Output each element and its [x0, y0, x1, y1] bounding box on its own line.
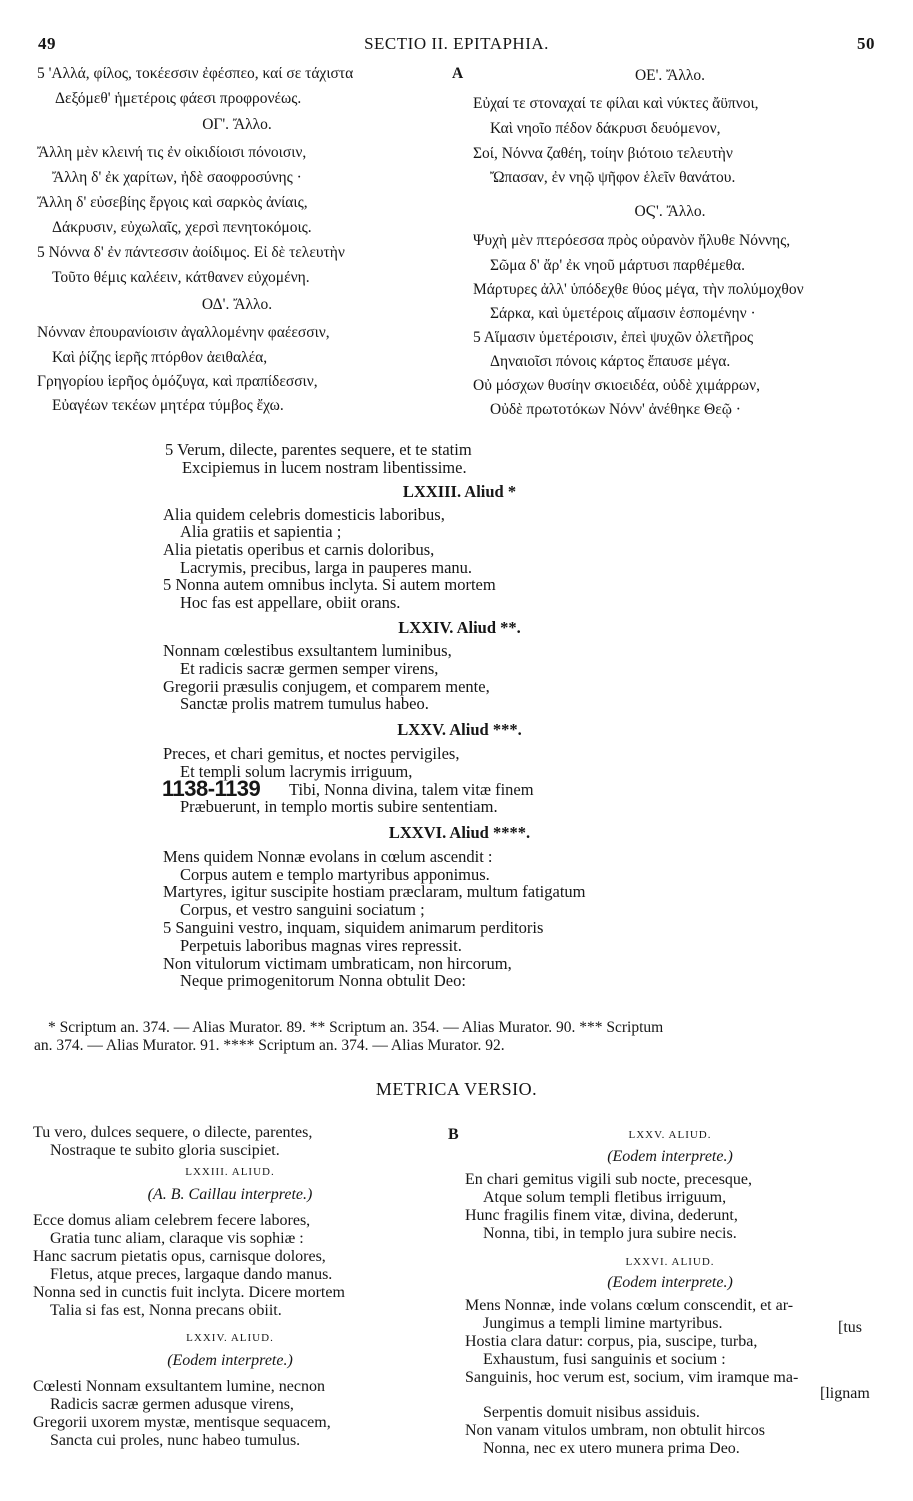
greek-right-line: Ὤπασαν, ἐν νηῷ ψῆφον ἑλεῖν θανάτου.: [490, 169, 736, 186]
latin-line: Nonnam cœlestibus exsultantem luminibus,: [163, 641, 452, 660]
metrica-right-line: Atque solum templi fletibus irriguum,: [483, 1189, 727, 1206]
metrica-right-line: Nonna, nec ex utero munera prima Deo.: [483, 1440, 740, 1457]
metrica-left-line: Ecce domus aliam celebrem fecere labores,: [33, 1212, 311, 1229]
metrica-right-line: Non vanam vitulos umbram, non obtulit hircos: [465, 1422, 765, 1439]
metrica-left-line: Gregorii uxorem mystæ, mentisque sequacem,: [33, 1414, 331, 1431]
metrica-left-line: Talia si fas est, Nonna precans obiit.: [50, 1302, 282, 1319]
metrica-left-line: Cœlesti Nonnam exsultantem lumine, necnon: [33, 1378, 325, 1395]
greek-heading: ΟΓ'. Ἄλλο.: [202, 116, 272, 133]
section-title: METRICA VERSIO.: [375, 1079, 538, 1099]
latin-heading: LXXIV. Aliud **.: [398, 618, 521, 637]
metrica-heading: LXXVI. ALIUD.: [625, 1256, 715, 1268]
metrica-right-line: Exhaustum, fusi sanguinis et socium :: [483, 1351, 726, 1368]
metrica-interpreter: (Eodem interprete.): [607, 1148, 733, 1165]
greek-left-line: 5 Νόννα δ' ἐν πάντεσσιν ἀοίδιμος. Εἰ δὲ τελευτὴν: [37, 244, 345, 261]
latin-line: Tibi, Nonna divina, talem vitæ finem: [289, 780, 534, 799]
latin-line: Non vitulorum victimam umbraticam, non hircorum,: [163, 954, 512, 973]
greek-right-line: Οὐδὲ πρωτοτόκων Νόνν' ἀνέθηκε Θεῷ ·: [490, 401, 741, 418]
metrica-left-line: Nonna sed in cunctis fuit inclyta. Dicere mortem: [33, 1284, 345, 1301]
latin-line: Excipiemus in lucem nostram libentissime.: [182, 458, 467, 477]
latin-line: Et radicis sacræ germen semper virens,: [180, 659, 439, 678]
greek-left-line: Ἄλλη δ' εὐσεβίης ἔργοις καὶ σαρκὸς ἀνίαις,: [37, 194, 308, 211]
latin-line: Alia gratiis et sapientia ;: [180, 522, 342, 541]
greek-right-line: Εὐχαί τε στοναχαί τε φίλαι καὶ νύκτες ἄϋπνοι,: [473, 95, 759, 112]
greek-right-line: Μάρτυρες ἀλλ' ὑπόδεχθε θύος μέγα, τὴν πολύμοχθον: [473, 281, 804, 298]
greek-right-line: 5 Αἵμασιν ὑμετέροισιν, ἐπεὶ ψυχῶν ὀλετῆρος: [473, 329, 754, 346]
greek-left-line: Νόνναν ἐπουρανίοισιν ἀγαλλομένην φαέεσσιν,: [37, 324, 330, 341]
metrica-right-overflow: [tus: [838, 1319, 862, 1336]
metrica-left-line: Tu vero, dulces sequere, o dilecte, parentes,: [33, 1124, 313, 1141]
metrica-right-line: Serpentis domuit nisibus assiduis.: [483, 1404, 700, 1421]
greek-right-line: Σοί, Νόννα ζαθέη, τοίην βιότοιο τελευτὴν: [473, 145, 733, 162]
latin-line: Sanctæ prolis matrem tumulus habeo.: [180, 694, 429, 713]
metrica-heading: LXXIV. ALIUD.: [186, 1332, 274, 1344]
greek-left-line: Ἄλλη δ' ἐκ χαρίτων, ἠδὲ σαοφροσύνης ·: [52, 169, 302, 186]
latin-line: Gregorii præsulis conjugem, et comparem mente,: [163, 677, 490, 696]
metrica-right-line: Sanguinis, hoc verum est, socium, vim iramque ma-: [465, 1369, 799, 1386]
latin-line: 5 Verum, dilecte, parentes sequere, et te statim: [165, 440, 472, 459]
latin-line: Martyres, igitur suscipite hostiam præclaram, multum fatigatum: [163, 882, 586, 901]
metrica-interpreter: (Eodem interprete.): [167, 1352, 293, 1369]
metrica-right-overflow: [lignam: [820, 1385, 870, 1402]
latin-heading: LXXVI. Aliud ****.: [388, 823, 531, 842]
latin-line: Hoc fas est appellare, obiit orans.: [180, 593, 401, 612]
metrica-interpreter: (Eodem interprete.): [607, 1274, 733, 1291]
footnote-line: an. 374. — Alias Murator. 91. **** Scriptum an. 374. — Alias Murator. 92.: [34, 1037, 505, 1054]
metrica-right-line: Mens Nonnæ, inde volans cœlum conscendit, et ar-: [465, 1297, 794, 1314]
latin-line: Corpus, et vestro sanguini sociatum ;: [180, 900, 425, 919]
metrica-right-line: Nonna, tibi, in templo jura subire necis.: [483, 1225, 737, 1242]
greek-heading: ΟΕ'. Ἄλλο.: [634, 67, 706, 84]
metrica-left-line: Sancta cui proles, nunc habeo tumulus.: [50, 1432, 301, 1449]
greek-right-line: Καὶ νηοῖο πέδον δάκρυσι δευόμενον,: [490, 120, 721, 137]
latin-line: 5 Sanguini vestro, inquam, siquidem animarum perditoris: [163, 918, 544, 937]
greek-right-line: Οὐ μόσχων θυσίην σκιοειδέα, οὐδὲ χιμάρρων,: [473, 377, 760, 394]
metrica-right-line: Hunc fragilis finem vitæ, divina, dederunt,: [465, 1207, 738, 1224]
metrica-left-line: Hanc sacrum pietatis opus, carnisque dolores,: [33, 1248, 326, 1265]
greek-right-line: Ψυχὴ μὲν πτερόεσσα πρὸς οὐρανὸν ἤλυθε Νόννης,: [473, 232, 791, 249]
metrica-heading: LXXV. ALIUD.: [628, 1129, 712, 1141]
greek-left-line: Ἄλλη μὲν κλεινή τις ἐν οἰκιδίοισι πόνοισιν,: [37, 144, 307, 161]
latin-line: Mens quidem Nonnæ evolans in cœlum ascendit :: [163, 847, 493, 866]
latin-line: Alia pietatis operibus et carnis doloribus,: [163, 540, 435, 559]
latin-line: Corpus autem e templo martyribus apponimus.: [180, 865, 490, 884]
metrica-left-line: Nostraque te subito gloria suscipiet.: [50, 1142, 280, 1159]
margin-marker-b: B: [448, 1126, 459, 1143]
page-number-right: 50: [857, 34, 875, 53]
latin-line: Et templi solum lacrymis irriguum,: [180, 762, 413, 781]
metrica-right-line: Hostia clara datur: corpus, pia, suscipe, turba,: [465, 1333, 758, 1350]
footnote-line: * Scriptum an. 374. — Alias Murator. 89. ** Scriptum an. 354. — Alias Murator. 90. *** Scriptum: [48, 1019, 664, 1036]
greek-right-line: Δηναιοῖσι πόνοις κάρτος ἔπαυσε μέγα.: [490, 353, 731, 370]
greek-left-line: Δάκρυσιν, εὐχωλαῖς, χερσὶ πενητοκόμοις.: [52, 219, 312, 236]
latin-line: Preces, et chari gemitus, et noctes pervigiles,: [163, 744, 460, 763]
metrica-left-line: Radicis sacræ germen adusque virens,: [50, 1396, 294, 1413]
running-title: SECTIO II. EPITAPHIA.: [364, 34, 549, 53]
greek-left-line: Εὐαγέων τεκέων μητέρα τύμβος ἔχω.: [52, 397, 284, 414]
greek-heading: ΟΔ'. Ἄλλο.: [201, 296, 273, 313]
column-number: 1138-1139: [162, 776, 261, 801]
latin-line: Lacrymis, precibus, larga in pauperes manu.: [180, 558, 473, 577]
latin-line: 5 Nonna autem omnibus inclyta. Si autem mortem: [163, 575, 496, 594]
greek-left-line: Γρηγορίου ἱερῆος ὁμόζυγα, καὶ πραπίδεσσιν,: [37, 373, 318, 390]
latin-heading: LXXIII. Aliud *: [402, 482, 517, 501]
metrica-right-line: En chari gemitus vigili sub nocte, precesque,: [465, 1171, 753, 1188]
metrica-left-line: Gratia tunc aliam, claraque vis sophiæ :: [50, 1230, 304, 1247]
metrica-heading: LXXIII. ALIUD.: [185, 1166, 275, 1178]
latin-line: Præbuerunt, in templo mortis subire sententiam.: [180, 797, 498, 816]
latin-line: Perpetuis laboribus magnas vires repressit.: [180, 936, 462, 955]
greek-left-line: Δεξόμεθ' ἡμετέροις φάεσι προφρονέως.: [55, 90, 302, 107]
greek-left-line: 5 'Αλλά, φίλος, τοκέεσσιν ἐφέσπεο, καί σε τάχιστα: [37, 65, 354, 82]
metrica-left-line: Fletus, atque preces, largaque dando manus.: [50, 1266, 333, 1283]
greek-left-line: Καὶ ῥίζης ἱερῆς πτόρθον ἀειθαλέα,: [52, 349, 268, 366]
greek-right-line: Σῶμα δ' ἄρ' ἐκ νηοῦ μάρτυσι παρθέμεθα.: [490, 257, 745, 274]
page-number-left: 49: [38, 34, 56, 53]
greek-heading: ΟϚ'. Ἄλλο.: [634, 203, 706, 220]
metrica-right-line: Jungimus a templi limine martyribus.: [483, 1315, 723, 1332]
greek-left-line: Τοῦτο θέμις καλέειν, κάτθανεν εὐχομένη.: [52, 269, 310, 286]
greek-right-line: Σάρκα, καὶ ὑμετέροις αἵμασιν ἑσπομένην ·: [490, 305, 756, 322]
latin-heading: LXXV. Aliud ***.: [397, 720, 522, 739]
metrica-interpreter: (A. B. Caillau interprete.): [147, 1186, 313, 1203]
margin-marker-a: A: [452, 65, 464, 82]
latin-line: Alia quidem celebris domesticis laboribus,: [163, 505, 445, 524]
latin-line: Neque primogenitorum Nonna obtulit Deo:: [180, 971, 466, 990]
